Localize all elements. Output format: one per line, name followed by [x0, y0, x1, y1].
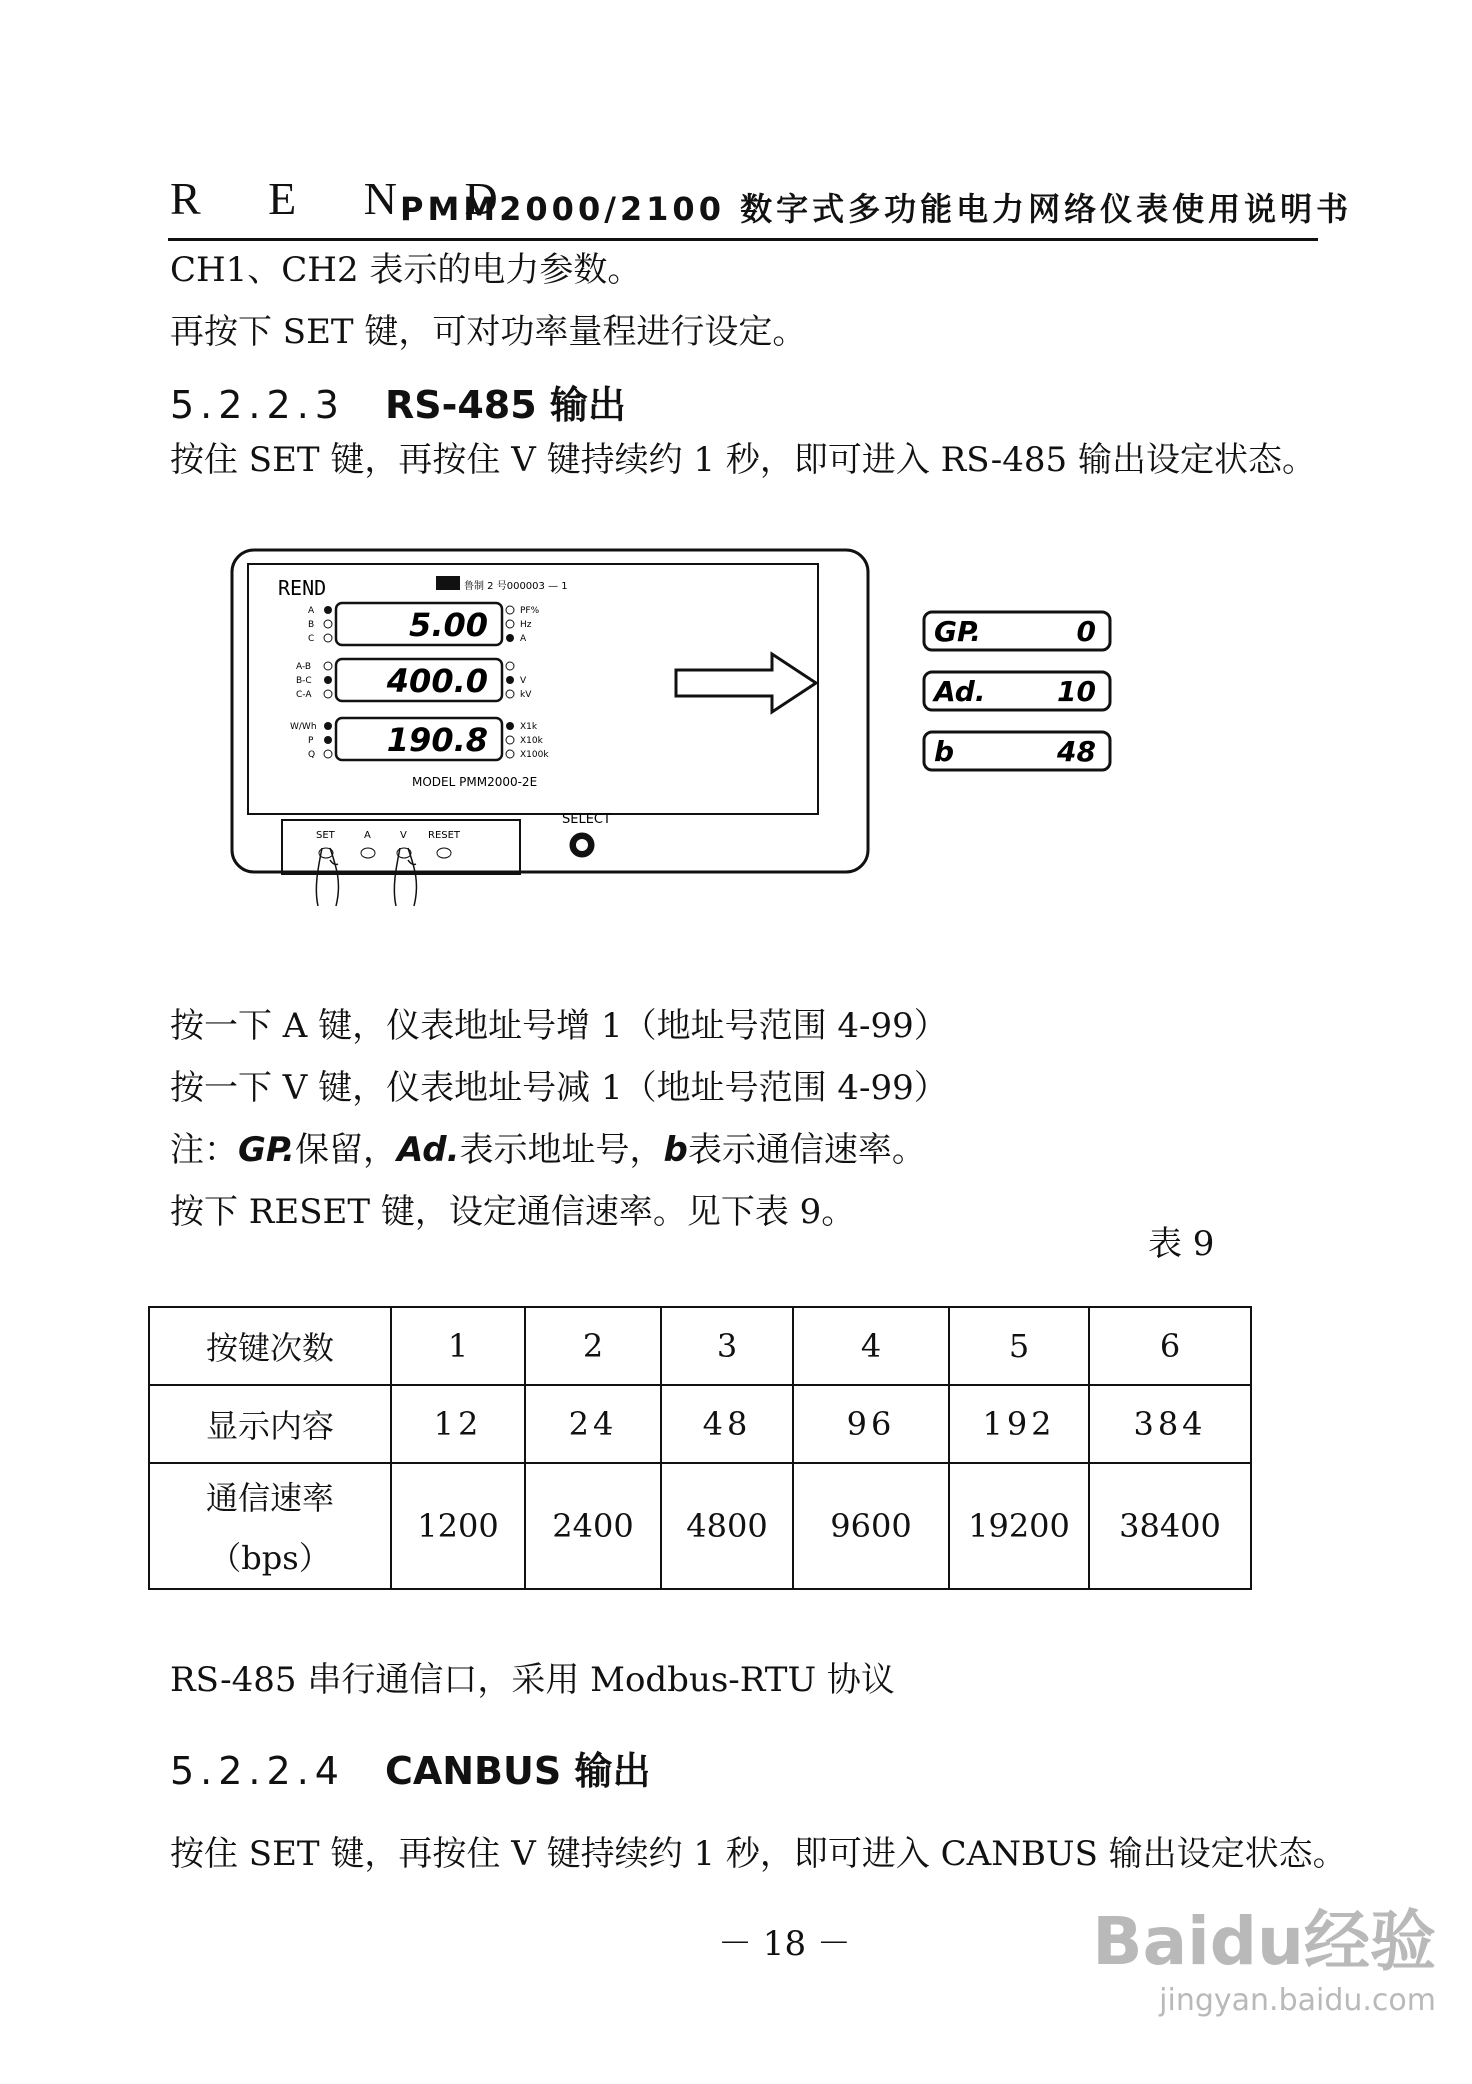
note-line: [170, 1130, 926, 1170]
table-row: [149, 1463, 1251, 1589]
meter-row-2: [296, 659, 532, 701]
meter-select-label: SELECT: [562, 812, 611, 827]
meter-row2-unit-v: V: [520, 676, 527, 686]
meter-row1-unit-pf: PF%: [520, 606, 540, 616]
meter-button-bay: [282, 820, 520, 874]
meter-row1-label-c: C: [308, 634, 315, 644]
lcd-readouts: [920, 608, 1120, 778]
meter-btn-reset-label: RESET: [428, 830, 461, 841]
table-cell: 19200: [949, 1463, 1089, 1589]
paragraph-rs485-enter: 按住 SET 键，再按住 V 键持续约 1 秒，即可进入 RS-485 输出设定状态。: [170, 440, 1316, 480]
finger-on-set-icon: [316, 848, 338, 906]
meter-display-2-value: 400.0: [386, 662, 488, 700]
table-cell: 24: [525, 1385, 661, 1463]
paragraph-ch-params: CH1、CH2 表示的电力参数。: [170, 250, 642, 290]
meter-btn-a-label: A: [364, 830, 371, 841]
lcd-gp-label: GP.: [934, 615, 981, 648]
watermark-url: jingyan.baidu.com: [1159, 1983, 1436, 2018]
meter-model: MODEL PMM2000-2E: [412, 775, 538, 789]
table-row-head-baud: [149, 1463, 391, 1589]
note-gp-symbol: GP.: [238, 1130, 295, 1170]
meter-btn-reset[interactable]: [437, 848, 451, 858]
meter-row1-label-b: B: [308, 620, 315, 630]
table-caption: 表 9: [1148, 1224, 1215, 1264]
table-row-head-baud-line2: （bps）: [209, 1539, 331, 1577]
lcd-gp-value: 0: [1076, 615, 1096, 648]
table-cell: 48: [661, 1385, 793, 1463]
heading-canbus-number: 5.2.2.4: [170, 1749, 345, 1793]
page-number: － 18 －: [718, 1924, 851, 1964]
table-cell: 2: [525, 1307, 661, 1385]
paragraph-modbus: RS-485 串行通信口，采用 Modbus-RTU 协议: [170, 1660, 895, 1700]
right-arrow-icon: [672, 650, 822, 716]
table-cell: 2400: [525, 1463, 661, 1589]
note-ad-symbol: Ad.: [396, 1130, 460, 1170]
meter-row2-label-bc: B-C: [296, 676, 312, 686]
table-cell: 1: [391, 1307, 525, 1385]
note-b-symbol: b: [663, 1130, 688, 1170]
table-row: [149, 1385, 1251, 1463]
heading-rs485-number: 5.2.2.3: [170, 383, 345, 427]
meter-brand: REND: [278, 576, 327, 600]
meter-row3-unit-x100k: X100k: [520, 750, 549, 760]
table-cell: 96: [793, 1385, 949, 1463]
meter-row2-label-ca: C-A: [296, 690, 312, 700]
table-cell: 12: [391, 1385, 525, 1463]
table-cell: 384: [1089, 1385, 1251, 1463]
table-row-head-display: 显示内容: [149, 1385, 391, 1463]
table-cell: 5: [949, 1307, 1089, 1385]
heading-canbus-text: CANBUS 输出: [384, 1749, 651, 1793]
meter-btn-set-label: SET: [316, 830, 335, 841]
table-cell: 192: [949, 1385, 1089, 1463]
table-cell: 38400: [1089, 1463, 1251, 1589]
note-gp-text: 保留，: [294, 1130, 397, 1170]
baud-rate-table: [148, 1306, 1252, 1590]
heading-rs485: [170, 374, 626, 429]
meter-row3-label-p: P: [308, 736, 314, 746]
paragraph-a-key: 按一下 A 键，仪表地址号增 1（地址号范围 4-99）: [170, 1006, 948, 1046]
meter-display-1-value: 5.00: [409, 606, 488, 644]
table-row-head-baud-line1: 通信速率: [205, 1479, 334, 1517]
header-rule: [168, 238, 1318, 241]
table-cell: 4: [793, 1307, 949, 1385]
paragraph-canbus-enter: 按住 SET 键，再按住 V 键持续约 1 秒，即可进入 CANBUS 输出设定状态。: [170, 1834, 1347, 1874]
meter-row3-label-w: W/Wh: [290, 722, 317, 732]
finger-on-v-icon: [394, 848, 416, 906]
meter-row-1: [308, 603, 540, 645]
note-b-text: 表示通信速率。: [687, 1130, 926, 1170]
lcd-b-label: b: [934, 735, 955, 768]
lcd-ad-value: 10: [1057, 675, 1096, 708]
meter-row-3: [290, 718, 549, 760]
lcd-b-value: 48: [1057, 735, 1096, 768]
meter-row2-label-ab: A-B: [296, 662, 312, 672]
table-cell: 6: [1089, 1307, 1251, 1385]
meter-row1-unit-a: A: [520, 634, 527, 644]
meter-btn-v-label: V: [400, 830, 407, 841]
table-cell: 9600: [793, 1463, 949, 1589]
meter-illustration: [230, 548, 870, 910]
meter-btn-a[interactable]: [361, 848, 375, 858]
table-cell: 4800: [661, 1463, 793, 1589]
watermark: [1092, 1888, 1436, 2018]
heading-rs485-text: RS-485 输出: [384, 383, 626, 427]
table-cell: 1200: [391, 1463, 525, 1589]
table-cell: 3: [661, 1307, 793, 1385]
note-prefix: 注：: [170, 1130, 238, 1170]
paragraph-reset-key: 按下 RESET 键，设定通信速率。见下表 9。: [170, 1192, 856, 1232]
meter-row2-unit-kv: kV: [520, 690, 532, 700]
paragraph-v-key: 按一下 V 键，仪表地址号减 1（地址号范围 4-99）: [170, 1068, 948, 1108]
heading-canbus: [170, 1740, 650, 1795]
meter-cert: 鲁制 2 号000003 — 1: [464, 581, 568, 592]
lcd-ad-label: Ad.: [934, 675, 986, 708]
table-row: [149, 1307, 1251, 1385]
meter-logo: [436, 576, 460, 590]
meter-row3-label-q: Q: [308, 750, 316, 760]
meter-row1-unit-hz: Hz: [520, 620, 532, 630]
watermark-main: Baidu经验: [1092, 1903, 1436, 1980]
meter-row3-unit-x10k: X10k: [520, 736, 543, 746]
header-brand: R E N D: [170, 173, 526, 224]
paragraph-power-range: 再按下 SET 键，可对功率量程进行设定。: [170, 312, 807, 352]
header-title: PMM2000/2100 数字式多功能电力网络仪表使用说明书: [400, 190, 1353, 228]
meter-display-3-value: 190.8: [386, 721, 488, 759]
meter-row1-label-a: A: [308, 606, 315, 616]
meter-row3-unit-x1k: X1k: [520, 722, 538, 732]
table-row-head-presses: 按键次数: [149, 1307, 391, 1385]
note-ad-text: 表示地址号，: [459, 1130, 664, 1170]
